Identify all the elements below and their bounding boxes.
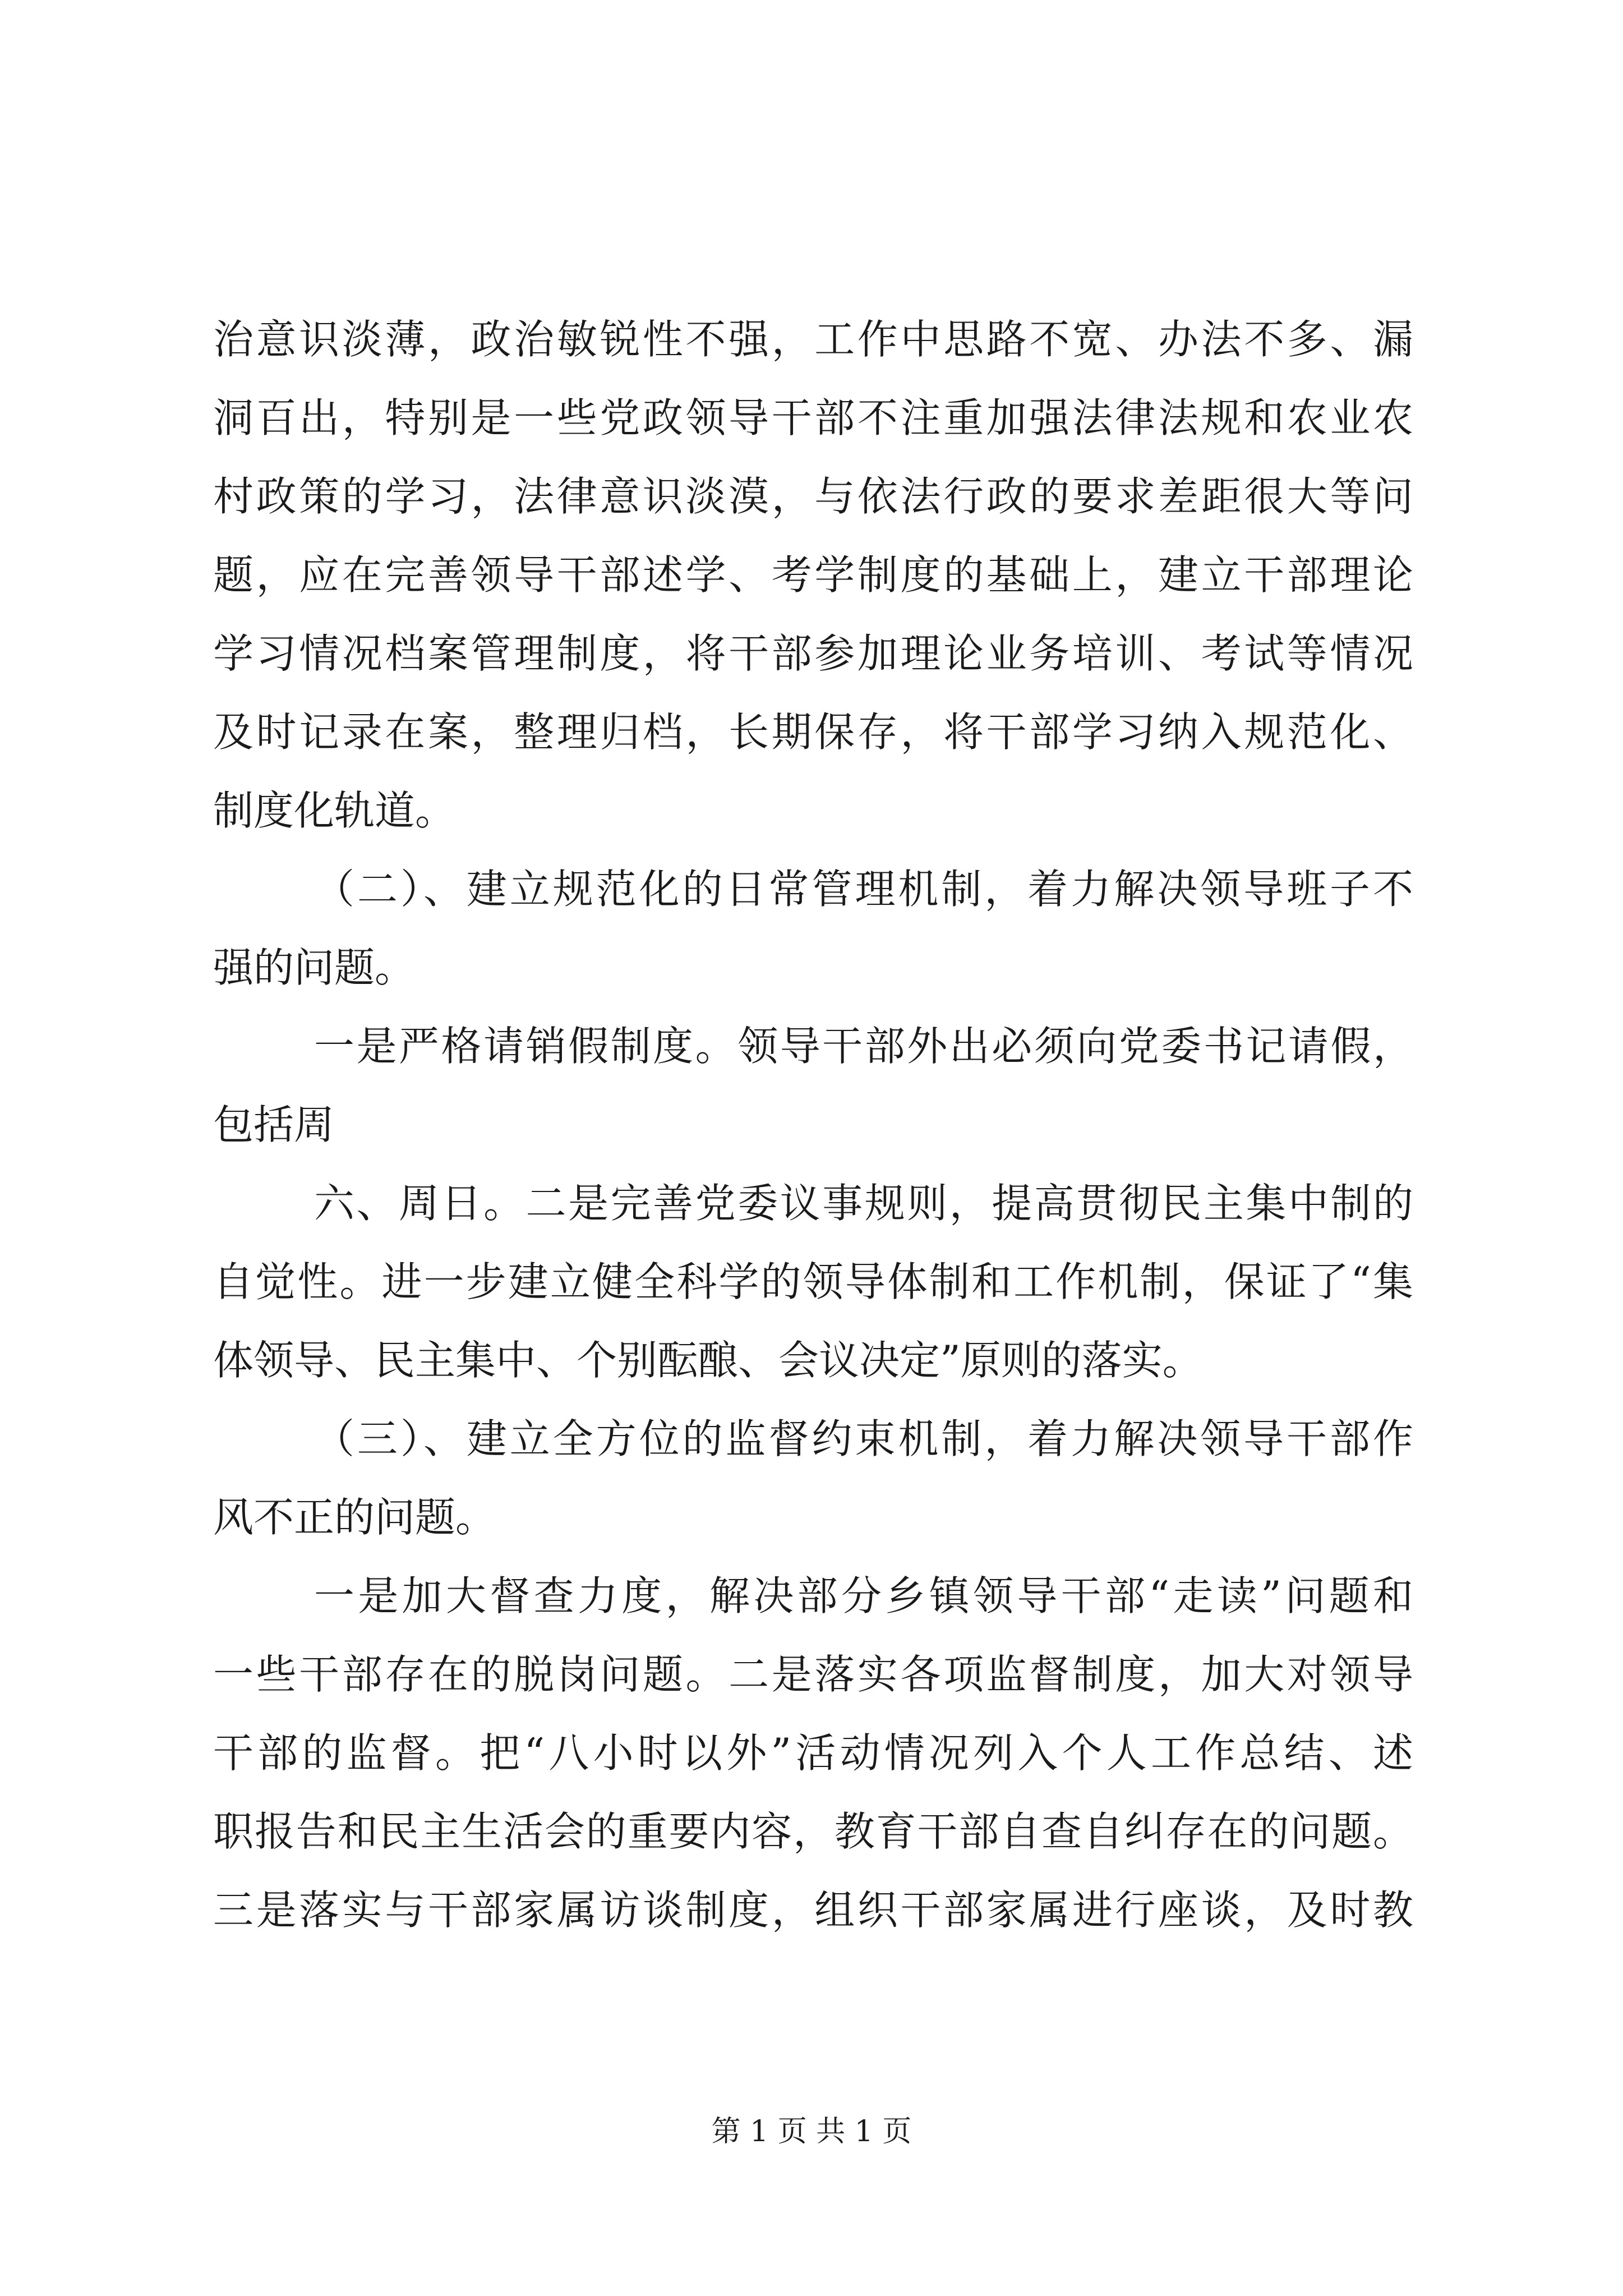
text-line-20: 职报告和民主生活会的重要内容，教育干部自查自纠存在的问题。 xyxy=(213,1808,1413,1855)
text-line-14: 体领导、民主集中、个别酝酿、会议决定”原则的落实。 xyxy=(213,1337,1203,1384)
text-line-12: 六、周日。二是完善党委议事规则，提高贯彻民主集中制的 xyxy=(314,1180,1413,1227)
section-heading-3: （三）、建立全方位的监督约束机制，着力解决领导干部作 xyxy=(314,1415,1413,1462)
text-line-7: 制度化轨道。 xyxy=(213,787,456,834)
text-line-11: 包括周 xyxy=(213,1101,335,1148)
text-line-10: 一是严格请销假制度。领导干部外出必须向党委书记请假， xyxy=(314,1023,1413,1070)
section-heading-2: （二）、建立规范化的日常管理机制，着力解决领导班子不 xyxy=(314,866,1413,913)
page-number-footer: 第 1 页 共 1 页 xyxy=(711,2115,912,2148)
text-line-17: 一是加大督查力度，解决部分乡镇领导干部“走读”问题和 xyxy=(314,1572,1413,1619)
section-heading-3-cont: 风不正的问题。 xyxy=(213,1494,496,1541)
text-line-2: 洞百出，特别是一些党政领导干部不注重加强法律法规和农业农 xyxy=(213,394,1413,441)
text-line-3: 村政策的学习，法律意识淡漠，与依法行政的要求差距很大等问 xyxy=(213,473,1413,520)
text-line-19: 干部的监督。把“八小时以外”活动情况列入个人工作总结、述 xyxy=(213,1729,1413,1777)
text-line-13: 自觉性。进一步建立健全科学的领导体制和工作机制，保证了“集 xyxy=(213,1258,1413,1305)
text-line-18: 一些干部存在的脱岗问题。二是落实各项监督制度，加大对领导 xyxy=(213,1651,1413,1698)
text-line-1: 治意识淡薄，政治敏锐性不强，工作中思路不宽、办法不多、漏 xyxy=(213,316,1413,363)
text-line-5: 学习情况档案管理制度，将干部参加理论业务培训、考试等情况 xyxy=(213,630,1413,677)
text-line-21: 三是落实与干部家属访谈制度，组织干部家属进行座谈，及时教 xyxy=(213,1887,1413,1934)
text-line-6: 及时记录在案，整理归档，长期保存，将干部学习纳入规范化、 xyxy=(213,708,1413,756)
text-line-4: 题，应在完善领导干部述学、考学制度的基础上，建立干部理论 xyxy=(213,551,1413,599)
section-heading-2-cont: 强的问题。 xyxy=(213,944,416,991)
